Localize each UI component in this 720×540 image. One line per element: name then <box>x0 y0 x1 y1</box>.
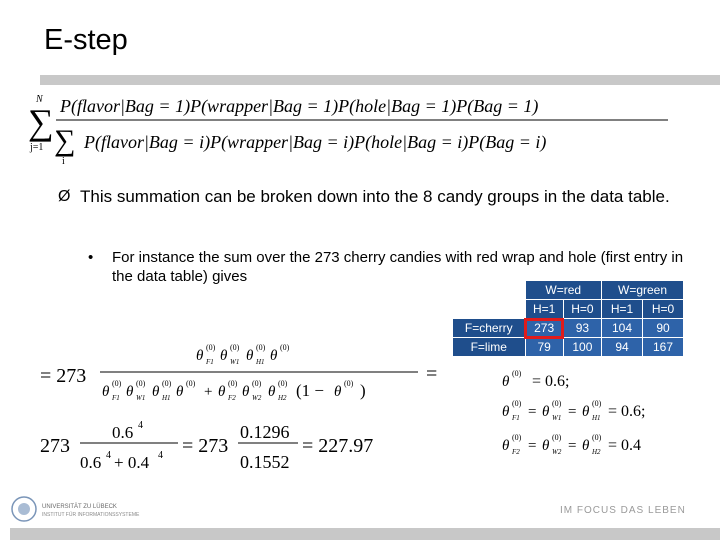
formula-denominator: P(flavor|Bag = i)P(wrapper|Bag = i)P(hole|Bag = i)P(Bag = i) <box>84 132 547 152</box>
svg-text:+ 0.4: + 0.4 <box>114 453 150 472</box>
svg-text:(0): (0) <box>512 399 522 408</box>
svg-text:θ: θ <box>502 404 510 420</box>
svg-text:θ: θ <box>126 384 134 400</box>
svg-text:(0): (0) <box>256 343 266 352</box>
table-subheader: H=1 <box>525 300 563 319</box>
table-subheader: H=0 <box>643 300 684 319</box>
svg-text:H2: H2 <box>278 394 287 402</box>
svg-text:θ: θ <box>268 384 276 400</box>
svg-text:(0): (0) <box>344 379 354 388</box>
table-header-w-red: W=red <box>525 281 602 300</box>
frac-denominator: 0.1552 <box>240 452 290 472</box>
svg-text:0.6: 0.6 <box>80 453 102 472</box>
svg-text:(0): (0) <box>186 379 196 388</box>
svg-text:H1: H1 <box>592 414 601 422</box>
svg-text:F1: F1 <box>512 414 520 422</box>
sub-bullet-text: For instance the sum over the 273 cherry candies with red wrap and hole (first entry in the data table) gives <box>112 249 684 285</box>
svg-text:θ: θ <box>502 438 510 454</box>
svg-text:F1: F1 <box>112 394 120 402</box>
svg-text:θ: θ <box>242 384 250 400</box>
table-cell: 90 <box>643 319 684 338</box>
eq1-suffix: = <box>426 363 438 385</box>
svg-text:H2: H2 <box>592 448 601 456</box>
svg-text:(0): (0) <box>162 379 172 388</box>
svg-text:W2: W2 <box>252 394 262 402</box>
svg-text:W1: W1 <box>136 394 146 402</box>
svg-text:0.6: 0.6 <box>112 423 134 442</box>
eq2-left: 273 <box>40 435 70 457</box>
svg-text:F1: F1 <box>206 358 214 366</box>
svg-text:): ) <box>360 381 366 400</box>
svg-text:(0): (0) <box>552 399 562 408</box>
table-cell: 104 <box>602 319 643 338</box>
university-logo <box>10 494 170 524</box>
row-label: F=cherry <box>453 319 526 338</box>
svg-text:(0): (0) <box>278 379 288 388</box>
formula-numerator: P(flavor|Bag = 1)P(wrapper|Bag = 1)P(hole|Bag = 1)P(Bag = 1) <box>60 96 539 116</box>
arrow-bullet-icon: Ø <box>58 188 71 205</box>
svg-text:W2: W2 <box>552 448 562 456</box>
inner-sum-lower: i <box>62 156 65 167</box>
dot-bullet-icon: • <box>88 249 94 266</box>
eq2-mid: = 273 <box>182 435 229 457</box>
table-subheader: H=1 <box>602 300 643 319</box>
table-cell: 93 <box>563 319 601 338</box>
svg-text:θ: θ <box>220 348 228 364</box>
frac-numerator: 0.1296 <box>240 422 290 442</box>
table-header-w-green: W=green <box>602 281 684 300</box>
svg-text:=: = <box>528 438 537 454</box>
footer-bar <box>10 528 720 540</box>
svg-text:θ: θ <box>542 404 550 420</box>
bullet-text: This summation can be broken down into the 8 candy groups in the data table. <box>80 187 670 206</box>
sum-lower-limit: j=1 <box>30 142 44 153</box>
init-theta-value: = 0.6; <box>532 373 570 390</box>
svg-text:(0): (0) <box>228 379 238 388</box>
svg-text:H1: H1 <box>162 394 171 402</box>
table-cell: 94 <box>602 338 643 357</box>
svg-text:(0): (0) <box>592 399 602 408</box>
table-cell: 100 <box>563 338 601 357</box>
svg-text:θ: θ <box>218 384 226 400</box>
svg-text:(0): (0) <box>592 433 602 442</box>
svg-text:θ: θ <box>542 438 550 454</box>
eq1-denominator: θ <box>102 384 110 400</box>
row-label: F=lime <box>453 338 526 357</box>
svg-text:H1: H1 <box>256 358 265 366</box>
table-cell: 79 <box>525 338 563 357</box>
init-theta-f2-value: = 0.4 <box>608 437 642 454</box>
svg-text:θ: θ <box>582 438 590 454</box>
svg-text:W1: W1 <box>230 358 240 366</box>
svg-text:(1 −: (1 − <box>296 381 324 400</box>
svg-text:(0): (0) <box>280 343 290 352</box>
university-name: UNIVERSITÄT ZU LÜBECK <box>42 504 117 510</box>
svg-text:(0): (0) <box>552 433 562 442</box>
sum-upper-limit: N <box>36 94 43 105</box>
svg-text:(0): (0) <box>252 379 262 388</box>
svg-text:(0): (0) <box>112 379 122 388</box>
svg-text:θ: θ <box>502 374 510 390</box>
svg-text:=: = <box>568 404 577 420</box>
svg-text:(0): (0) <box>136 379 146 388</box>
svg-text:=: = <box>568 438 577 454</box>
svg-text:4: 4 <box>106 450 111 461</box>
svg-text:θ: θ <box>152 384 160 400</box>
svg-text:θ: θ <box>246 348 254 364</box>
table-cell: 167 <box>643 338 684 357</box>
svg-text:(0): (0) <box>206 343 216 352</box>
eq1-prefix: = 273 <box>40 365 87 387</box>
svg-text:θ: θ <box>176 384 184 400</box>
slogan: IM FOCUS DAS LEBEN <box>560 505 686 516</box>
svg-text:∑: ∑ <box>54 124 76 157</box>
svg-text:4: 4 <box>158 450 163 461</box>
slide-title: E-step <box>44 24 128 56</box>
svg-text:=: = <box>528 404 537 420</box>
eq2-result: = 227.97 <box>302 435 374 457</box>
svg-text:∑: ∑ <box>28 102 54 142</box>
init-theta-f1-value: = 0.6; <box>608 403 646 420</box>
svg-text:(0): (0) <box>512 369 522 378</box>
svg-text:(0): (0) <box>512 433 522 442</box>
eq1-numerator: θ <box>196 348 204 364</box>
svg-text:(0): (0) <box>230 343 240 352</box>
institute-name: INSTITUT FÜR INFORMATIONSSYSTEME <box>42 512 140 518</box>
svg-text:θ: θ <box>334 384 342 400</box>
svg-text:F2: F2 <box>512 448 520 456</box>
svg-text:4: 4 <box>138 420 143 431</box>
svg-text:θ: θ <box>270 348 278 364</box>
svg-text:F2: F2 <box>228 394 236 402</box>
svg-text:+: + <box>204 384 213 400</box>
table-subheader: H=0 <box>563 300 601 319</box>
svg-text:W1: W1 <box>552 414 562 422</box>
highlighted-cell: 273 <box>525 319 563 338</box>
svg-text:θ: θ <box>582 404 590 420</box>
